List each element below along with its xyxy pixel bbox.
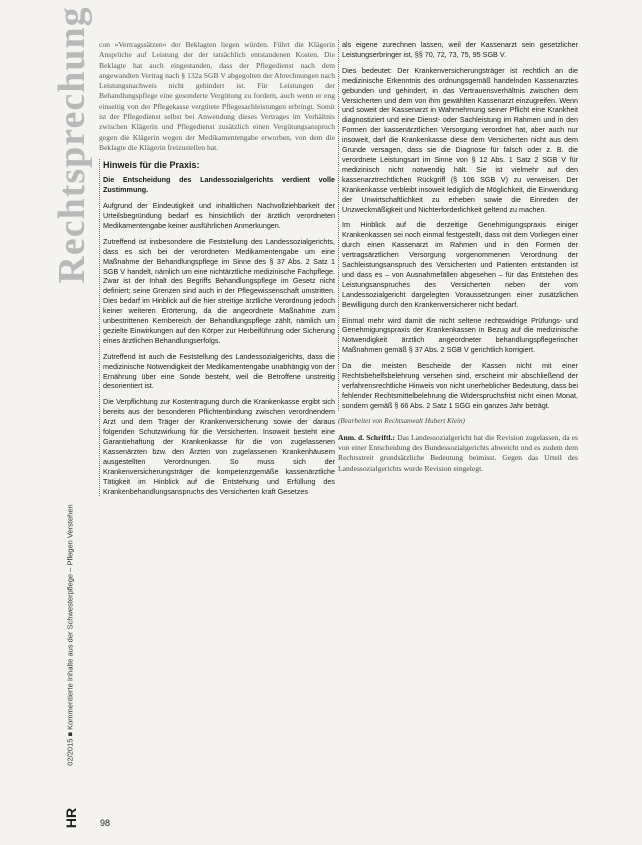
practice-note-continued	[338, 40, 578, 411]
paragraph: Da die meisten Bescheide der Kassen nicht mit einer Rechtsbehelfsbelehrung versehen sind, erscheint mir abschließend der verfahrensrechtliche Hinweis von nicht unerheblicher Bedeutung, dass bei fehlender Rechtsmittelbelehrung die Widerspruchsfrist nicht einen Monat, sondern gemäß § 66 Abs. 2 Satz 1 SGG ein ganzes Jahr beträgt.	[342, 361, 578, 410]
paragraph: Die Verpflichtung zur Kostentragung durch die Krankenkasse ergibt sich bereits aus der besonderen Pflichtenbindung zwischen verordnendem Arzt und dem Träger der Krankenversicherung sowie der daraus folgenden Schutzwirkung für die Versicherten. Insoweit besteht eine Garantiehaftung der Krankenkasse für die von zugelassenen Kassenärzten bzw. den Ärzten von zugelassenen Krankenhäusern ausgestellten Verordnungen. So muss sich der Krankenversicherungsträger die kompetenzgemäße kassenärztliche Tätigkeit im Hinblick auf die Entstehung und Erfüllung des Krankenbehandlungsanspruchs des Versicherten kraft Gesetzes	[103, 397, 335, 496]
journal-mark-text: HR	[63, 807, 79, 829]
right-column	[338, 40, 578, 480]
practice-note-box	[99, 159, 335, 496]
journal-footer	[60, 470, 80, 800]
intro-paragraph: con »Vertragssätzen« der Beklagten liegen würden. Führt die Klägerin Ansprüche auf Leistung der der tatsächlich entstandenen Kosten. Die Beklagte hat auch eingestanden, dass der Pflegedienst nach dem angewandten Vertrag nach § 132a SGB V abgegolten der Abrechnungen nach Leistungsnachweis nicht gehindert ist. Für Leistungen der Behandlungspflege eine gesonderte Vergütung zu fordern, auch wenn er eng einseitig von der Pflegekasse vergütete Pflegesachleistungen erbringt. Somit ist der Pflegedienst selbst bei Anwendung dieses Vertrages im Verhältnis zwischen Klägerin und Pflegedienst zusätzlich einen Vergütungsanspruch gegen die Klägerin wegen der Medikamentengabe erworben, von dem die Beklagte die Klägerin freizustellen hat.	[99, 40, 335, 152]
paragraph: Zutreffend ist auch die Feststellung des Landessozialgerichts, dass die medizinische Notwendigkeit der Medikamentengabe unabhängig von der Ernährung über eine Sonde besteht, weil die Betroffene unstreitig desorientiert ist.	[103, 351, 335, 391]
editor-note-label: Anm. d. Schriftl.:	[338, 432, 396, 442]
journal-mark	[60, 800, 82, 836]
paragraph: als eigene zurechnen lassen, weil der Kassenarzt sein gesetzlicher Leistungserbringer ist, §§ 70, 72, 73, 75, 95 SGB V.	[342, 40, 578, 59]
paragraph: Dies bedeutet: Der Krankenversicherungsträger ist rechtlich an die medizinische Erkenntnis des ordnungsgemäß handelnden Kassenarztes gebunden und gehindert, in das Vertrauensverhältnis zwischen dem Versicherten und dem von ihm gewählten Kassenarzt einzugreifen. Wenn und soweit der Kassenarzt in Wahrnehmung seiner Pflicht eine Krankheit diagnostiziert und eine Dienst- oder Sachleistung im Rahmen und in den Formen der kassenärztlichen Versorgung verordnet hat, aber auch nur insoweit, darf die Krankenkasse diese dem Versicherten nicht aus dem Grunde versagen, dass sie die Diagnose für falsch oder z. B. die verordnete Leistungsart im Sinne von § 12 Abs. 1 Satz 2 SGB V für medizinisch nicht notwendig hält. Sie ist vielmehr auf den kassenarztrechtlichen Rückgriff (§ 106 SGB V) zu verweisen. Der Krankenkasse verbleibt insoweit lediglich die Möglichkeit, die Einwendung der Unwirtschaftlichkeit zu erheben sowie die Einreden der Unzweckmäßigkeit und Nichterforderlichkeit geltend zu machen.	[342, 65, 578, 214]
page-number: 98	[100, 818, 111, 828]
paragraph: Im Hinblick auf die derzeitige Genehmigungspraxis einiger Krankenkassen sei noch einmal festgestellt, dass mit dem Vorliegen einer durch einen Kassenarzt im Rahmen und in den Formen der vertragsärztlichen Versorgung vorgenommenen Verordnung der Sachleistungsanspruch des Versicherten und Patienten entstanden ist und dass es – von Ausnahmefällen abgesehen – für das Entstehen des Leistungsanspruches des Versicherten neben der vom Landessozialgericht dargelegten Voraussetzungen einer zusätzlichen Bewilligung durch den Krankenversicherer nicht bedarf.	[342, 220, 578, 309]
paragraph: Zutreffend ist insbesondere die Feststellung des Landessozialgerichts, dass es sich bei der verordneten Medikamentengabe um eine Maßnahme der Behandlungspflege im Sinne des § 37 Abs. 2 Satz 1 SGB V handelt, nämlich um eine nichtärztliche medizinische Fachpflege. Zwar ist der Inhalt des Begriffs Behandlungspflege im Gesetz nicht definiert; seine Grenzen sind auch in der Pflegewissenschaft umstritten. Dies bedarf im Hinblick auf die hier streitige ärztliche Verordnung jedoch keiner weiteren Erörterung, da die angeordnete Maßnahme zum unbestrittenen Kernbereich der Behandlungspflege zählt, nämlich um gezielte Einwirkungen auf den Körper zur Herbeiführung oder Sicherung eines ärztlichen Behandlungserfolgs.	[103, 236, 335, 345]
author-note: (Bearbeitet von Rechtsanwalt Hubert Klein)	[338, 416, 465, 425]
practice-note-heading: Hinweis für die Praxis:	[103, 160, 200, 171]
left-column	[99, 40, 335, 502]
paragraph: Aufgrund der Eindeutigkeit und inhaltlichen Nachvollziehbarkeit der Urteilsbegründung bedarf es hinsichtlich der ärztlich verordneten Medikamentengabe keiner ausführlichen Anmerkungen.	[103, 201, 335, 230]
editor-note	[338, 433, 578, 475]
section-logo-text: Rechtsprechung	[51, 6, 93, 284]
paragraph: Die Entscheidung des Landessozialgerichts verdient volle Zustimmung.	[103, 175, 335, 195]
section-logo	[51, 6, 93, 284]
paragraph: Einmal mehr wird damit die nicht seltene rechtswidrige Prüfungs- und Genehmigungspraxis der Krankenkassen in Bezug auf die medizinische Notwendigkeit ärztlich angeordneter behandlungspflegerischer Maßnahmen gemäß § 37 Abs. 2 SGB V gerichtlich korrigiert.	[342, 315, 578, 355]
editor-note-text: Das Landessozialgericht hat die Revision zugelassen, da es von einer Entscheidung des Bundessozialgerichts abweicht und es zudem dem Rechtsstreit grundsätzliche Bedeutung beimisst. Gegen das Urteil des Landessozialgerichts wurde Revision eingelegt.	[338, 432, 578, 473]
journal-footer-text: 02/2015 ■ Kommentierte Inhalte aus der Schwesterpflege – Pflegen Verstehen	[65, 504, 75, 766]
